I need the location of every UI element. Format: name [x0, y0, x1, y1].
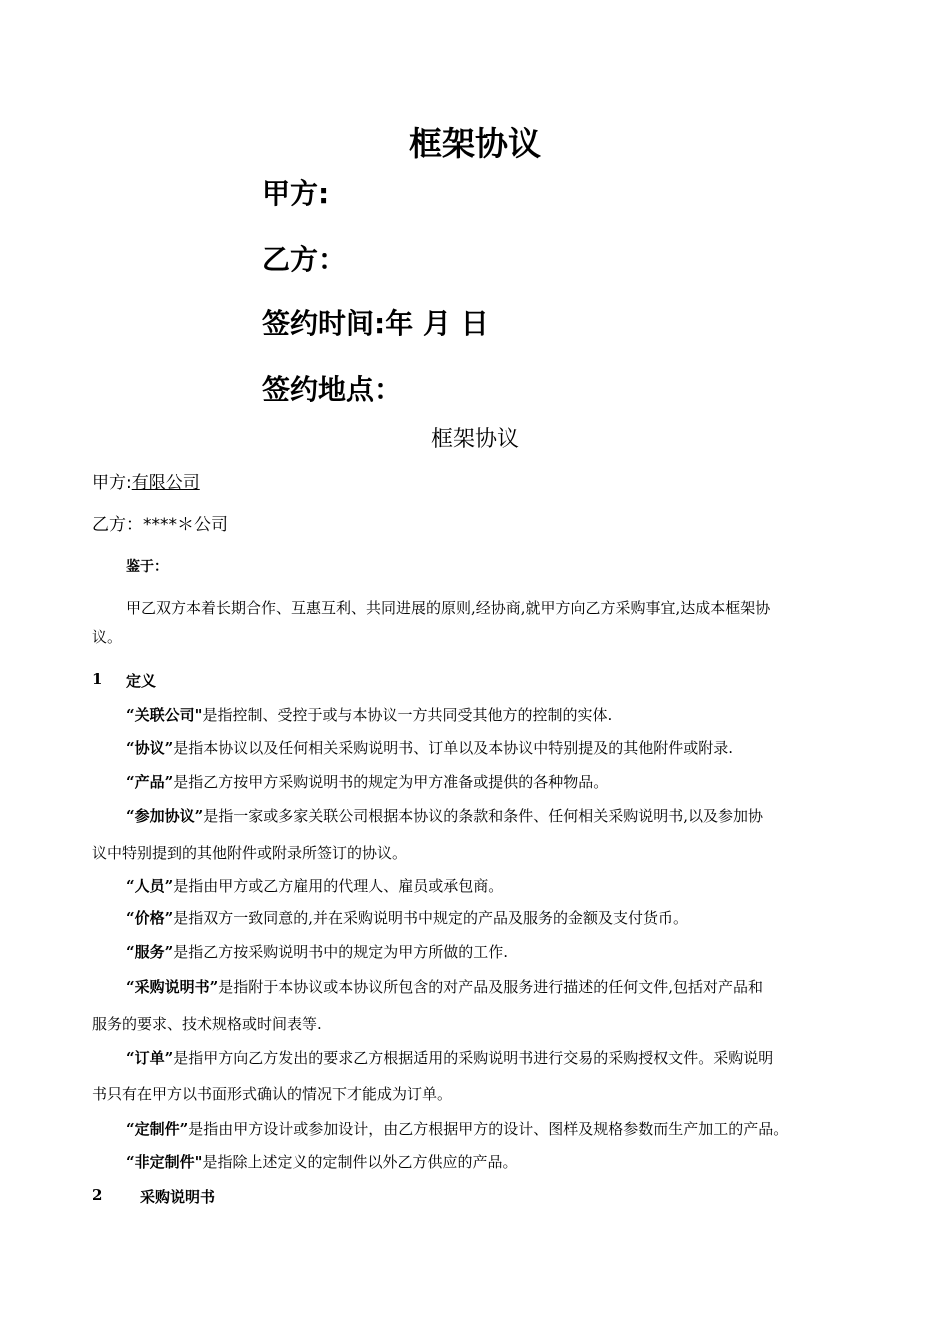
section-1-title: 定义: [126, 672, 157, 690]
whereas-text-line2: 议。: [92, 628, 123, 646]
definition-personnel: [126, 875, 503, 896]
definition-term: “订单”: [126, 1049, 174, 1067]
section-2-number: 2: [92, 1186, 103, 1204]
definition-text: 是指一家或多家关联公司根据本协议的条款和条件、任何相关采购说明书,以及参加协: [203, 807, 764, 825]
party-a-line: [92, 468, 200, 493]
definition-term: “产品”: [126, 773, 174, 791]
definition-text: 是指乙方按采购说明书中的规定为甲方所做的工作.: [173, 943, 509, 961]
cover-sign-place: 签约地点：: [262, 373, 403, 406]
definition-text: 是指本协议以及任何相关采购说明书、订单以及本协议中特别提及的其他附件或附录.: [173, 739, 734, 757]
definition-purchase-spec-cont: 服务的要求、技术规格或时间表等.: [92, 1015, 322, 1033]
party-a-label: 甲方:: [92, 473, 132, 493]
definition-order-cont: 书只有在甲方以书面形式确认的情况下才能成为订单。: [92, 1085, 453, 1103]
definition-text: 是指由甲方或乙方雇用的代理人、雇员或承包商。: [173, 877, 504, 895]
cover-party-a: 甲方:: [262, 177, 330, 210]
definition-text: 是指控制、受控于或与本协议一方共同受其他方的控制的实体.: [202, 706, 613, 724]
section-2-title: 采购说明书: [140, 1188, 216, 1206]
definition-product: [126, 771, 608, 792]
cover-sign-time: 签约时间:年 月 日: [262, 307, 489, 340]
party-a-value: 有限公司: [131, 473, 200, 493]
definition-order: [126, 1047, 773, 1068]
party-b-line: 乙方：****＊公司: [92, 515, 228, 535]
definition-term: “参加协议”: [126, 807, 204, 825]
agreement-title: 框架协议: [430, 427, 519, 452]
definition-text: 是指由甲方设计或参加设计，由乙方根据甲方的设计、图样及规格参数而生产加工的产品。: [188, 1120, 789, 1138]
definition-non-custom-part: [126, 1151, 517, 1172]
definition-term: “人员”: [126, 877, 174, 895]
section-1-number: 1: [92, 670, 103, 688]
definition-service: [126, 941, 508, 962]
whereas-text-line1: 甲乙双方本着长期合作、互惠互利、共同进展的原则,经协商,就甲方向乙方采购事宜,达成本框架协: [126, 599, 771, 617]
definition-price: [126, 907, 688, 928]
definition-text: 是指双方一致同意的,并在采购说明书中规定的产品及服务的金额及支付货币。: [173, 909, 689, 927]
definition-term: “非定制件": [126, 1153, 203, 1171]
definition-affiliate: [126, 704, 612, 725]
definition-text: 是指甲方向乙方发出的要求乙方根据适用的采购说明书进行交易的采购授权文件。采购说明: [173, 1049, 774, 1067]
definition-term: “服务”: [126, 943, 174, 961]
whereas-label: 鉴于：: [126, 559, 168, 575]
definition-term: “协议”: [126, 739, 174, 757]
definition-purchase-spec: [126, 976, 763, 997]
definition-text: 是指乙方按甲方采购说明书的规定为甲方准备或提供的各种物品。: [173, 773, 609, 791]
definition-text: 是指除上述定义的定制件以外乙方供应的产品。: [202, 1153, 518, 1171]
definition-custom-part: [126, 1118, 788, 1139]
cover-title: 框架协议: [409, 124, 541, 163]
definition-participation-agreement: [126, 805, 763, 826]
definition-participation-agreement-cont: 议中特别提到的其他附件或附录所签订的协议。: [92, 844, 408, 862]
definition-term: “采购说明书”: [126, 978, 219, 996]
definition-text: 是指附于本协议或本协议所包含的对产品及服务进行描述的任何文件,包括对产品和: [218, 978, 764, 996]
definition-term: “定制件”: [126, 1120, 189, 1138]
cover-party-b: 乙方：: [262, 243, 347, 276]
definition-agreement: [126, 737, 733, 758]
definition-term: “关联公司": [126, 706, 203, 724]
definition-term: “价格”: [126, 909, 174, 927]
